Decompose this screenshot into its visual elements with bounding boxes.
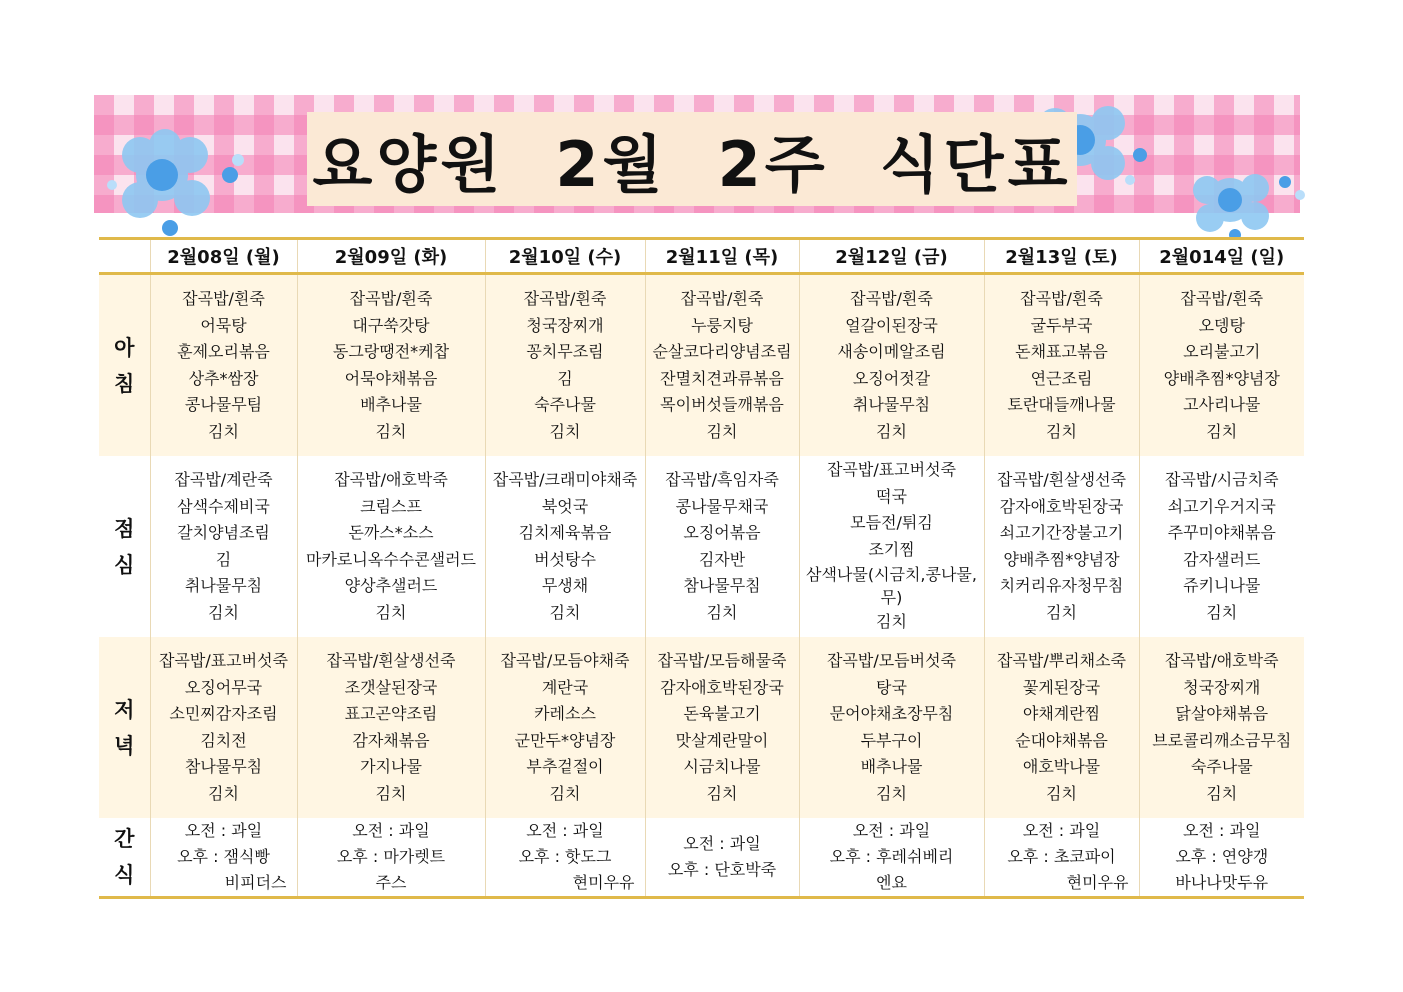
meal-row-breakfast (99, 274, 1304, 457)
dish-item: 탕국 (876, 677, 907, 697)
dish-item: 김치 (375, 783, 407, 803)
menu-cell (799, 637, 984, 818)
day-header: 2월09일 (화) (297, 239, 485, 274)
flower-decoration-right-bottom (1175, 160, 1310, 245)
dish-item: 조기찜 (868, 539, 915, 559)
dish-item: 감자애호박된장국 (660, 677, 784, 697)
dish-item: 김치 (706, 602, 738, 622)
dish-item: 부추겉절이 (526, 757, 604, 776)
dish-item: 김치 (1046, 783, 1077, 803)
snack-extra: 바나나맛두유 (1175, 873, 1269, 892)
dish-item: 고사리나물 (1183, 395, 1261, 414)
dish-item: 숙주나물 (534, 395, 596, 414)
dish-item: 배추나물 (860, 757, 923, 776)
menu-table (99, 237, 1304, 899)
dish-item: 김치 (208, 602, 239, 622)
dish-item: 숙주나물 (1190, 757, 1253, 776)
dish-item: 계란국 (541, 677, 589, 697)
dish-item: 김치 (1046, 421, 1077, 441)
meal-label-char: 저 (114, 697, 135, 722)
dish-item: 김치 (876, 421, 907, 441)
menu-cell (150, 456, 297, 637)
meal-label-char: 침 (114, 371, 135, 396)
dish-item: 잡곡밥/표고버섯죽 (158, 651, 289, 670)
meal-row-snack (99, 818, 1304, 898)
dish-item: 맛살계란말이 (675, 730, 769, 750)
menu-cell (1139, 274, 1304, 457)
snack-am: 오전 : 과일 (184, 821, 263, 840)
snack-extra: 주스 (375, 873, 407, 892)
day-header: 2월014일 (일) (1139, 239, 1304, 274)
dish-item: 애호박나물 (1022, 757, 1101, 776)
dish-item: 가지나물 (360, 757, 422, 776)
snack-pm: 오후 : 핫도그 (518, 847, 612, 866)
snack-cell (485, 818, 645, 898)
snack-cell (645, 818, 799, 898)
snack-cell (799, 818, 984, 898)
meal-label-snack (99, 818, 150, 898)
snack-am: 오전 : 과일 (352, 821, 430, 840)
dish-item: 양배추찜*양념장 (1163, 368, 1280, 388)
snack-am: 오전 : 과일 (1022, 821, 1101, 840)
dish-item: 김 (557, 368, 573, 388)
meal-label-lunch (99, 456, 150, 637)
dish-item: 어묵야채볶음 (344, 368, 438, 388)
dish-item: 조갯살된장국 (344, 677, 438, 697)
dish-item: 삼색나물(시금치,콩나물,무) (806, 565, 977, 608)
snack-am: 오전 : 과일 (1183, 821, 1261, 840)
menu-cell (485, 274, 645, 457)
dish-item: 무생채 (541, 576, 589, 595)
dish-item: 잡곡밥/모듬야채죽 (500, 651, 630, 670)
dish-item: 훈제오리볶음 (177, 342, 270, 361)
header-row (99, 239, 1304, 274)
dish-item: 표고곤약조림 (344, 704, 438, 723)
dish-item: 배추나물 (360, 395, 422, 414)
menu-cell (1139, 637, 1304, 818)
dish-item: 감자채볶음 (352, 730, 430, 750)
dish-item: 김치 (1206, 421, 1238, 441)
snack-pm: 오후 : 잼식빵 (177, 847, 270, 866)
title-box (307, 112, 1077, 206)
snack-cell (984, 818, 1139, 898)
dish-item: 김치 (208, 783, 239, 803)
page-title: 요양원 2월 2주 식단표 (312, 127, 1072, 201)
dish-item: 잡곡밥/모듬버섯죽 (826, 651, 957, 670)
snack-am: 오전 : 과일 (526, 821, 604, 840)
dish-item: 잡곡밥/흰살생선죽 (996, 470, 1127, 489)
dish-item: 양상추샐러드 (344, 576, 438, 595)
snack-pm: 오후 : 후레쉬베리 (829, 847, 954, 866)
snack-extra: 현미우유 (1066, 873, 1129, 892)
day-header: 2월10일 (수) (485, 239, 645, 274)
dish-item: 갈치양념조림 (177, 523, 270, 542)
dish-item: 청국장찌개 (526, 315, 604, 335)
snack-pm: 오후 : 초코파이 (1007, 847, 1116, 866)
dish-item: 돈육불고기 (683, 704, 761, 723)
dish-item: 떡국 (876, 486, 907, 506)
meal-label-char: 점 (114, 516, 135, 541)
dish-item: 쇠고기우거지국 (1167, 496, 1276, 516)
dish-item: 삼색수제비국 (177, 496, 270, 516)
dish-item: 쇠고기간장불고기 (999, 523, 1124, 542)
meal-label-breakfast (99, 274, 150, 457)
dish-item: 잡곡밥/흑임자죽 (665, 470, 779, 489)
dish-item: 잡곡밥/흰죽 (523, 289, 607, 308)
dish-item: 대구쑥갓탕 (352, 315, 430, 335)
meal-row-lunch (99, 456, 1304, 637)
dish-item: 취나물무침 (852, 395, 931, 414)
snack-extra: 비피더스 (224, 873, 287, 892)
dish-item: 순살코다리양념조림 (652, 342, 792, 361)
dish-item: 크림스프 (360, 496, 422, 516)
menu-cell (297, 274, 485, 457)
dish-item: 소민찌감자조림 (169, 704, 278, 723)
dish-item: 김치 (876, 783, 907, 803)
dish-item: 군만두*양념장 (514, 730, 616, 750)
dish-item: 김치 (549, 602, 581, 622)
flower-decoration-left (100, 120, 260, 240)
dish-item: 김치 (876, 612, 907, 632)
snack-pm: 오후 : 단호박죽 (667, 860, 777, 879)
dish-item: 잡곡밥/뿌리채소죽 (996, 651, 1127, 670)
dish-item: 꽁치무조림 (526, 342, 604, 361)
dish-item: 잡곡밥/크래미야채죽 (492, 470, 638, 489)
dish-item: 취나물무침 (184, 576, 263, 595)
dish-item: 김치 (375, 602, 407, 622)
dish-item: 오징어볶음 (683, 523, 761, 542)
dish-item: 잡곡밥/흰죽 (1020, 289, 1103, 308)
meal-label-char: 식 (114, 863, 135, 887)
snack-pm: 오후 : 연양갱 (1175, 847, 1269, 866)
dish-item: 김치제육볶음 (518, 523, 612, 542)
dish-item: 야채계란찜 (1022, 704, 1101, 723)
dish-item: 오징어무국 (184, 677, 263, 697)
dish-item: 모듬전/튀김 (850, 513, 933, 533)
dish-item: 연근조림 (1030, 368, 1093, 388)
day-header: 2월12일 (금) (799, 239, 984, 274)
dish-item: 잡곡밥/흰죽 (680, 289, 764, 308)
meal-label-char: 녁 (114, 733, 135, 758)
dish-item: 토란대들깨나물 (1007, 395, 1116, 414)
meal-label-char: 심 (114, 552, 135, 577)
dish-item: 김치전 (200, 730, 247, 750)
dish-item: 청국장찌개 (1183, 677, 1261, 697)
dish-item: 김 (215, 549, 232, 569)
dish-item: 김치 (706, 421, 738, 441)
dish-item: 잡곡밥/흰죽 (182, 289, 265, 308)
menu-cell (645, 274, 799, 457)
dish-item: 잡곡밥/흰살생선죽 (326, 651, 456, 670)
dish-item: 돈채표고볶음 (1015, 342, 1108, 361)
snack-cell (1139, 818, 1304, 898)
dish-item: 주꾸미야채볶음 (1167, 523, 1276, 542)
dish-item: 잔멸치견과류볶음 (660, 368, 784, 388)
snack-pm: 오후 : 마가렛트 (336, 847, 446, 866)
menu-cell (984, 274, 1139, 457)
dish-item: 순대야채볶음 (1015, 730, 1108, 750)
dish-item: 감자샐러드 (1183, 549, 1261, 569)
dish-item: 콩나물무채국 (675, 496, 769, 516)
meal-label-dinner (99, 637, 150, 818)
snack-cell (297, 818, 485, 898)
snack-extra: 엔요 (876, 873, 907, 892)
dish-item: 김치 (1206, 783, 1238, 803)
dish-item: 어묵탕 (200, 315, 247, 335)
meal-label-char: 간 (114, 827, 135, 851)
snack-am: 오전 : 과일 (683, 834, 761, 853)
day-header: 2월13일 (토) (984, 239, 1139, 274)
dish-item: 상추*쌈장 (188, 368, 259, 388)
dish-item: 두부구이 (860, 730, 923, 750)
snack-cell (150, 818, 297, 898)
dish-item: 얼갈이된장국 (845, 315, 938, 335)
dish-item: 김치 (208, 421, 239, 441)
meal-label-char: 아 (114, 335, 135, 360)
menu-cell (150, 637, 297, 818)
menu-cell (1139, 456, 1304, 637)
menu-cell (297, 456, 485, 637)
dish-item: 오징어젓갈 (852, 368, 931, 388)
dish-item: 오뎅탕 (1198, 315, 1245, 335)
day-header: 2월11일 (목) (645, 239, 799, 274)
dish-item: 목이버섯들깨볶음 (660, 395, 784, 414)
menu-cell (645, 456, 799, 637)
dish-item: 누룽지탕 (691, 315, 753, 335)
dish-item: 카레소스 (534, 704, 596, 723)
menu-cell (984, 637, 1139, 818)
dish-item: 오리불고기 (1183, 342, 1261, 361)
dish-item: 버섯탕수 (534, 549, 596, 569)
snack-extra: 현미우유 (572, 873, 635, 892)
dish-item: 김치 (1206, 602, 1238, 622)
dish-item: 마카로니옥수수콘샐러드 (305, 549, 477, 569)
dish-item: 돈까스*소스 (348, 523, 434, 542)
dish-item: 치커리유자청무침 (999, 576, 1124, 595)
dish-item: 잡곡밥/흰죽 (850, 289, 933, 308)
day-header: 2월08일 (월) (150, 239, 297, 274)
menu-cell (485, 637, 645, 818)
dish-item: 김치 (549, 783, 581, 803)
menu-cell (485, 456, 645, 637)
dish-item: 김치 (375, 421, 407, 441)
menu-cell (645, 637, 799, 818)
snack-am: 오전 : 과일 (852, 821, 931, 840)
dish-item: 문어야채초장무침 (829, 704, 954, 723)
dish-item: 잡곡밥/흰죽 (1180, 289, 1264, 308)
meal-row-dinner (99, 637, 1304, 818)
dish-item: 잡곡밥/시금치죽 (1164, 470, 1279, 489)
dish-item: 감자애호박된장국 (999, 496, 1124, 516)
menu-cell (297, 637, 485, 818)
dish-item: 동그랑땡전*케찹 (332, 342, 450, 361)
menu-cell (799, 456, 984, 637)
menu-cell (150, 274, 297, 457)
dish-item: 브로콜리깨소금무침 (1152, 730, 1292, 750)
dish-item: 쥬키니나물 (1183, 576, 1261, 595)
dish-item: 시금치나물 (683, 757, 761, 776)
header-corner (99, 239, 150, 274)
dish-item: 잡곡밥/애호박죽 (334, 470, 448, 489)
dish-item: 잡곡밥/표고버섯죽 (826, 460, 957, 480)
menu-cell (799, 274, 984, 457)
dish-item: 참나물무침 (683, 576, 761, 595)
dish-item: 굴두부국 (1030, 315, 1093, 335)
menu-cell (984, 456, 1139, 637)
dish-item: 잡곡밥/흰죽 (349, 289, 433, 308)
dish-item: 콩나물무팀 (184, 395, 263, 414)
dish-item: 잡곡밥/애호박죽 (1164, 651, 1279, 670)
dish-item: 잡곡밥/계란죽 (174, 470, 273, 489)
dish-item: 김치 (1046, 602, 1077, 622)
dish-item: 김치 (706, 783, 738, 803)
dish-item: 잡곡밥/모듬해물죽 (657, 651, 787, 670)
dish-item: 김자반 (698, 549, 746, 569)
dish-item: 김치 (549, 421, 581, 441)
dish-item: 북엇국 (541, 496, 589, 516)
dish-item: 닭살야채볶음 (1175, 704, 1269, 723)
dish-item: 새송이메알조림 (837, 342, 946, 361)
dish-item: 꽃게된장국 (1022, 677, 1101, 697)
dish-item: 양배추찜*양념장 (1003, 549, 1120, 569)
dish-item: 참나물무침 (184, 757, 263, 776)
